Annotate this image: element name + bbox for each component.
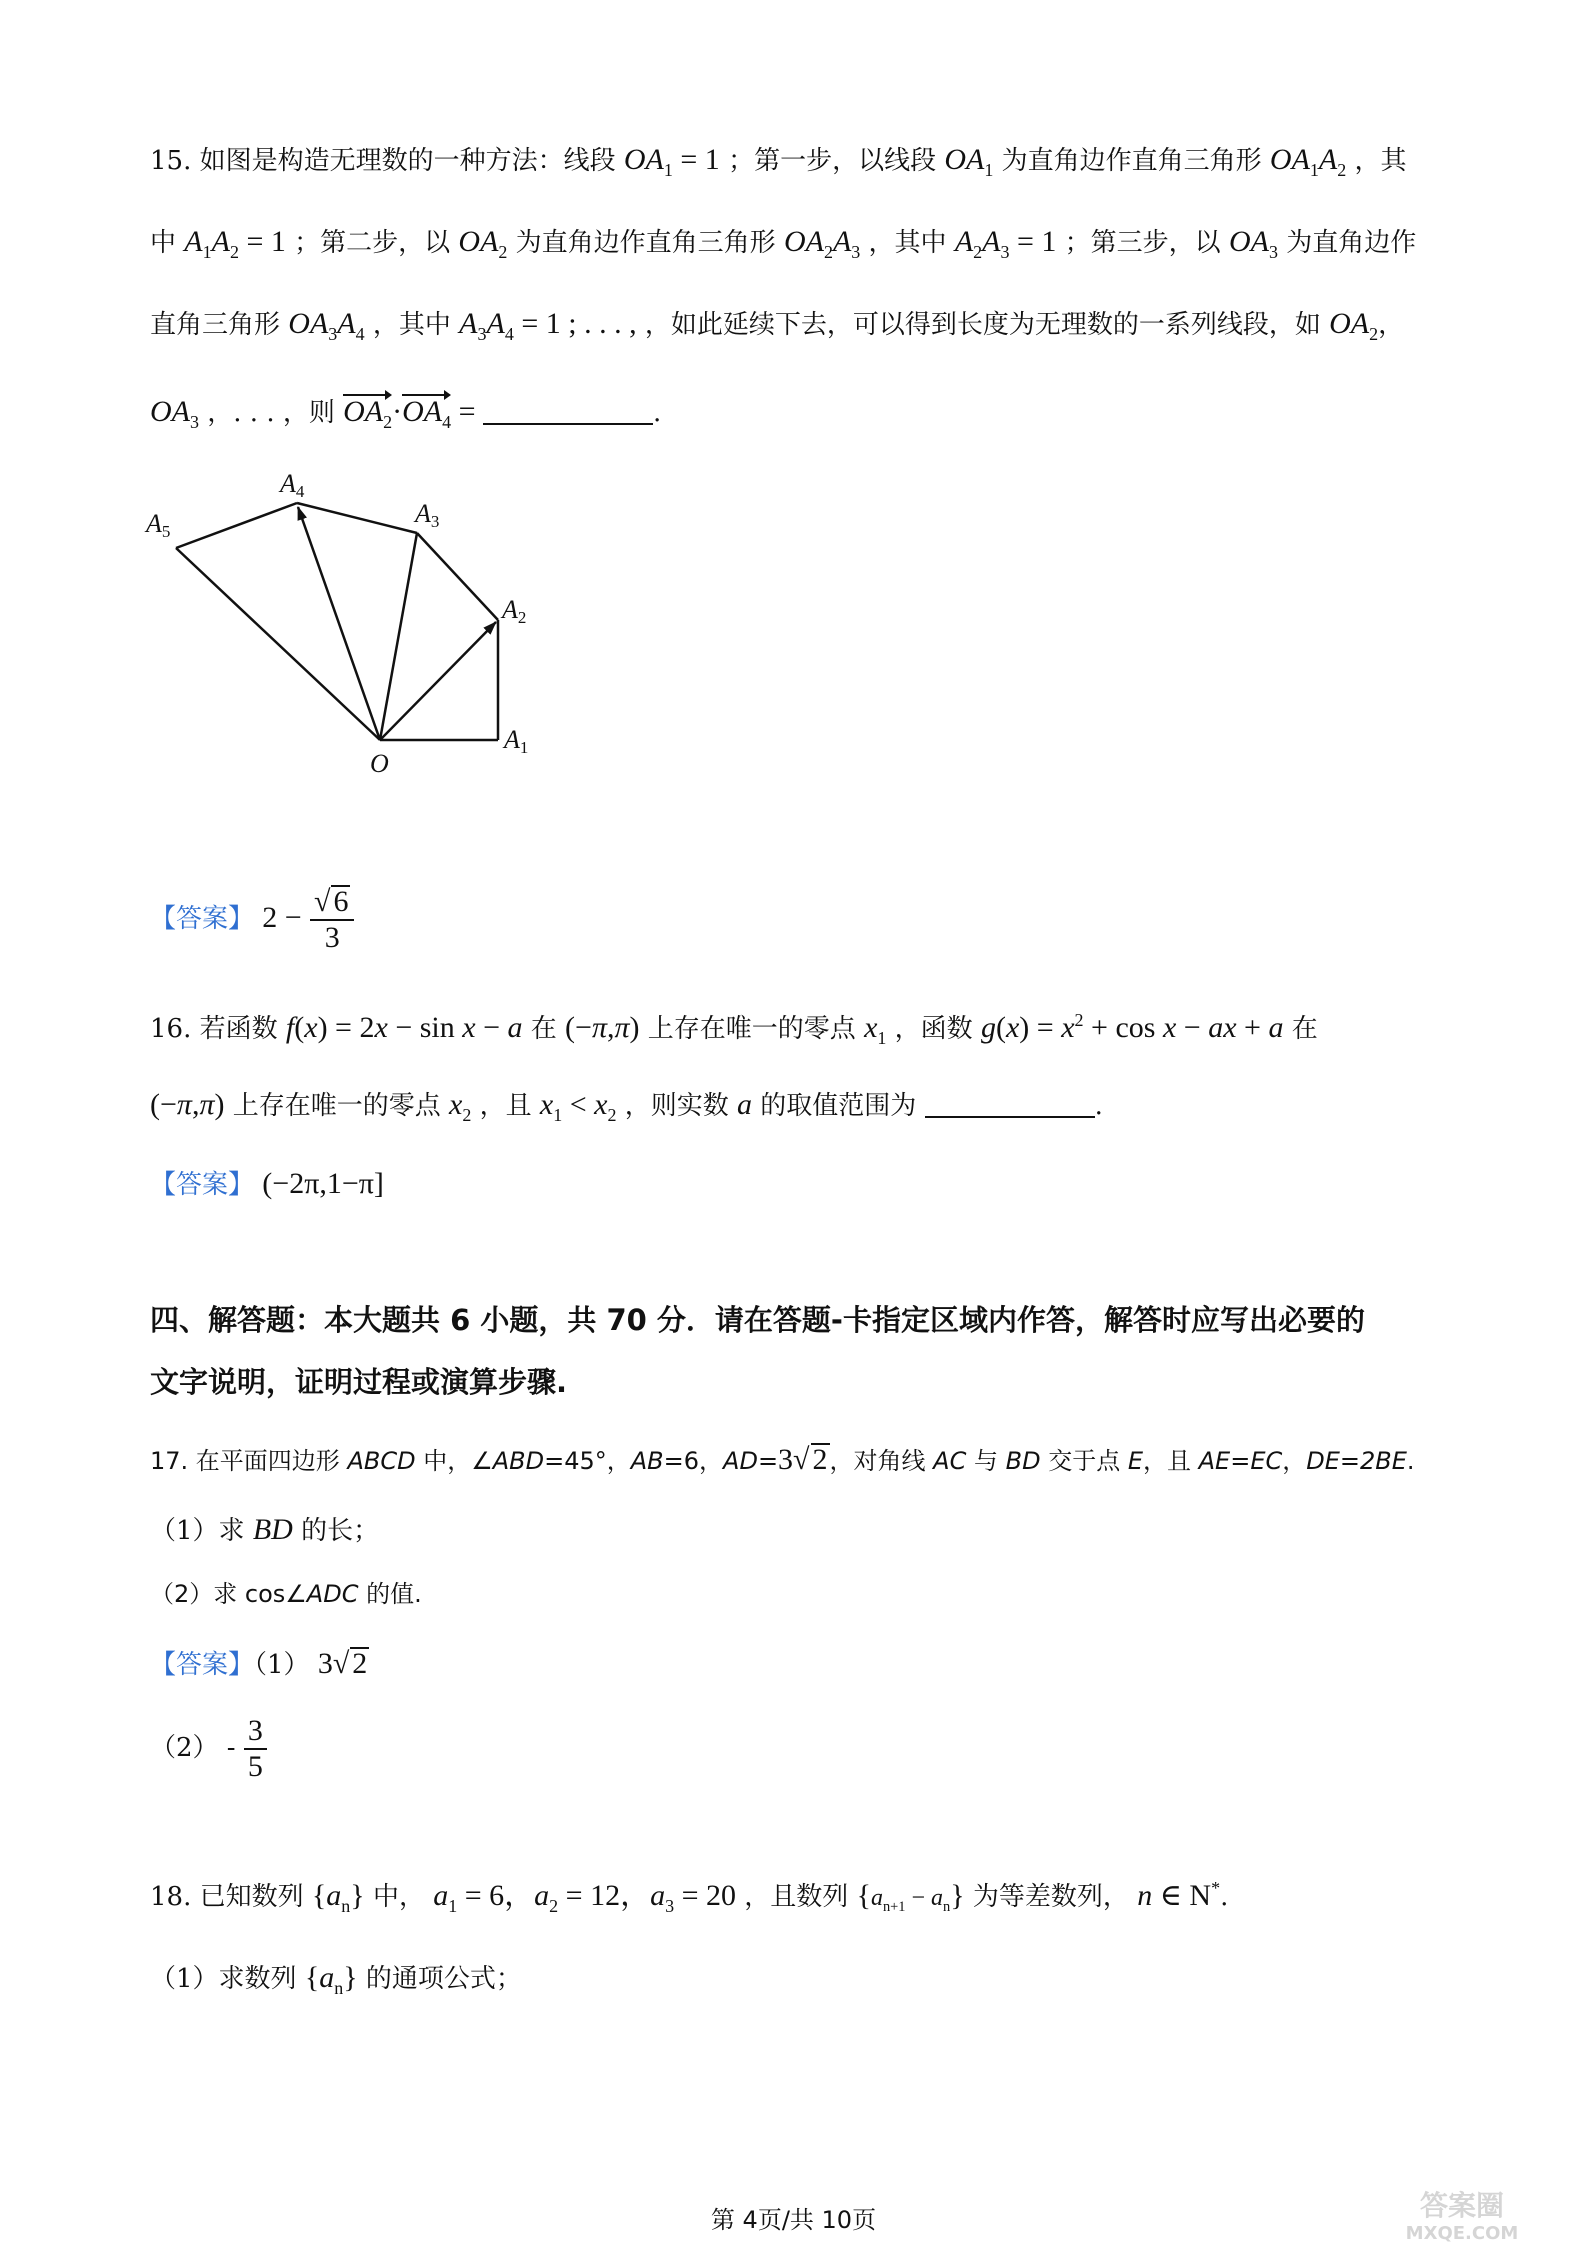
- label-a5: A5: [146, 509, 171, 541]
- q17-line-1: 17. 在平面四边形 ABCD 中，∠ABD=45°，AB=6，AD=3√ 2，对角线 AC 与 BD 交于点 E，且 AE=EC，DE=2BE.: [150, 1443, 1415, 1476]
- label-a2: A2: [502, 595, 527, 627]
- q17-part-1: （1）求 BD 的长；: [150, 1513, 380, 1546]
- page-footer: 第 4页/共 10页: [710, 2206, 877, 2234]
- spiral-figure: [140, 470, 560, 780]
- label-o: O: [370, 749, 389, 778]
- q15-line-1: 15. 如图是构造无理数的一种方法：线段 $OA_1 = 1$ ；第一步，以线段 $OA_1$ 为直角边作直角三角形 $OA_1A_2$ ，其: [150, 143, 1407, 180]
- section-heading-line-2: 文字说明，证明过程或演算步骤.: [150, 1365, 568, 1399]
- svg-text:MXQE.COM: MXQE.COM: [1405, 2223, 1519, 2244]
- q17-answer-2: （2） - $\frac{3}{5}$: [150, 1710, 267, 1786]
- q15-answer-blank: [483, 397, 653, 425]
- q15-line-2: 中 $A_1A_2 = 1$ ；第二步，以 $OA_2$ 为直角边作直角三角形 $OA_2A_3$ ，其中 $A_2A_3 = 1$ ；第三步，以 $OA_3$ 为直角边作: [150, 225, 1417, 262]
- arrow-o-a4: [298, 507, 380, 740]
- q16-answer-blank: [925, 1090, 1095, 1118]
- q16-answer: 【答案】 (−2π,1−π]: [150, 1167, 384, 1200]
- q17-answer-1: 【答案】（1） 3√ 2: [150, 1647, 368, 1680]
- segment-a3-a4: [297, 503, 417, 533]
- watermark-logo: [1357, 2185, 1567, 2245]
- q16-line-1: 16. 若函数 f(x) = 2x − sin x − a 在 (−π,π) 上存在唯一的零点 $x_1$ ，函数 $g(x) = x^2 + \cos x$ − ax + a 在: [150, 1010, 1318, 1048]
- svg-text:答案圈: 答案圈: [1419, 2189, 1505, 2222]
- q17-part-2: （2）求 cos∠ADC 的值.: [150, 1580, 422, 1608]
- label-a4: A4: [280, 470, 305, 501]
- label-a1: A1: [504, 725, 529, 757]
- segment-a2-a3: [417, 533, 498, 620]
- segment-a4-a5: [176, 503, 297, 548]
- q15-line-3: 直角三角形 $OA_3A_4$ ，其中 $A_3A_4 = 1$ ; . . . , ，如此延续下去，可以得到长度为无理数的一系列线段，如 $OA_2$，: [150, 307, 1405, 344]
- q18-line-1: 18. 已知数列 $\{a_n\}$ 中， $a_1 = 6$，$a_2 = 12$，$a_3 = 20$ ，且数列 $\{a_{n+1} - a_n\}$ 为等差数列， n ∈ N*.: [150, 1878, 1229, 1916]
- q16-line-2: (−π,π) 上存在唯一的零点 $x_2$ ，且 $x_1 < x_2$ ，则实数 a 的取值范围为 .: [150, 1088, 1103, 1125]
- q15-line-4: $OA_3$ ，. . . ，则 $OA_2\cdot OA_4$ = .: [150, 392, 661, 442]
- q15-answer: 【答案】 2 − $\frac{√ 6}{3}$: [150, 880, 354, 957]
- q18-part-1: （1）求数列 $\{a_n\}$ 的通项公式；: [150, 1961, 522, 1998]
- label-a3: A3: [415, 499, 440, 531]
- section-heading-line-1: 四、解答题：本大题共 6 小题，共 70 分．请在答题-卡指定区域内作答，解答时应写出必要的: [150, 1303, 1365, 1337]
- segment-o-a5: [176, 548, 380, 740]
